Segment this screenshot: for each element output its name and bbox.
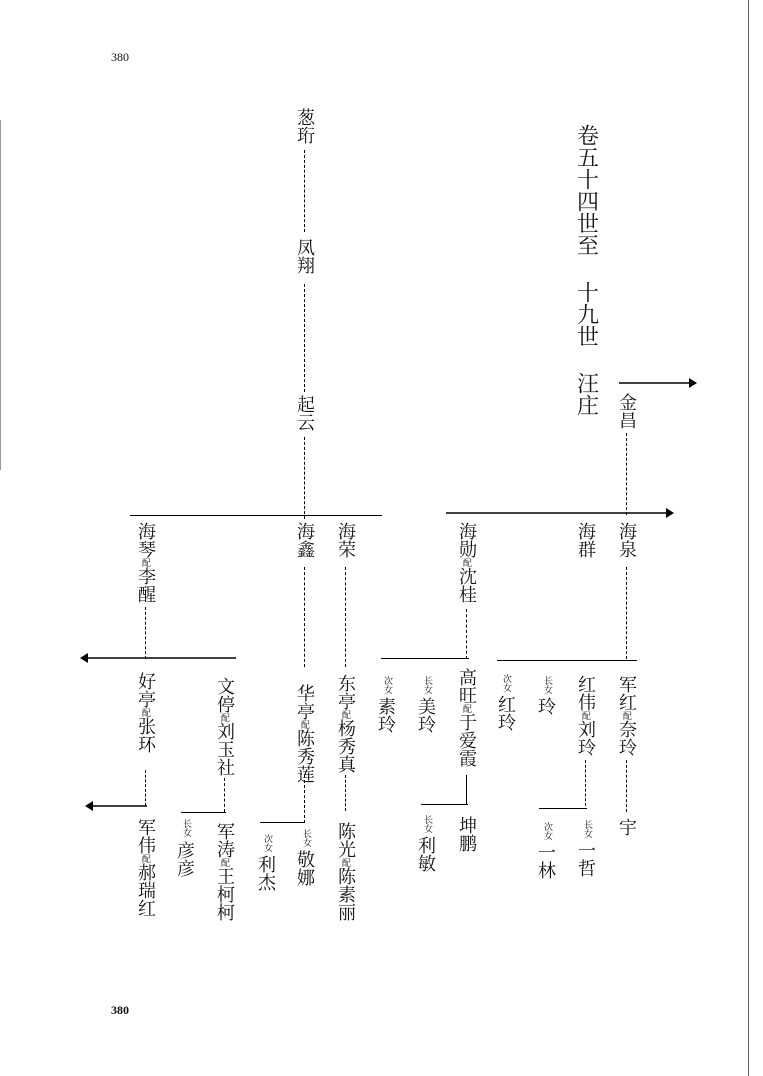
person-qi-yun: 起云 <box>294 395 315 431</box>
person-hai-quan: 海泉 <box>616 522 637 558</box>
person-feng-xiang: 凤翔 <box>294 238 315 274</box>
section-title: 卷五十四世至 十九世 汪庄 <box>573 124 599 416</box>
person-kun-peng: 坤鹏 <box>456 816 477 852</box>
person-yan-yan: 彦彦 <box>174 841 195 877</box>
person-hai-rong: 海荣 <box>335 522 356 558</box>
page-edge-left <box>0 120 1 470</box>
page-number-top: 380 <box>111 50 129 64</box>
arrow-right-jinchang <box>619 377 699 389</box>
person-su-ling: 素玲 <box>375 697 396 733</box>
label-zhang-nv-li-min: 长女 <box>422 815 432 833</box>
line-fengxiang-qiyun <box>304 284 305 392</box>
person-li-min: 利敏 <box>415 836 436 872</box>
person-yi-zhe: 一哲 <box>575 841 596 877</box>
hline-juntao-gen <box>181 812 226 813</box>
person-hao-ting: 好亭配张环 <box>135 672 156 753</box>
line-dongting-down <box>345 775 346 811</box>
hline-jingna-gen <box>260 822 305 823</box>
line-haiquan-down <box>626 567 627 659</box>
person-hai-qun: 海群 <box>575 522 596 558</box>
person-jun-hong: 军红配奈玲 <box>616 675 637 756</box>
person-jing-na: 敬娜 <box>294 850 315 886</box>
person-jin-chang: 金昌 <box>616 393 637 429</box>
person-hai-xin: 海鑫 <box>294 522 315 558</box>
hline-kunpeng-gen <box>421 804 468 805</box>
label-ci-nv-su-ling: 次女 <box>382 676 392 694</box>
person-jun-tao: 军涛配王柯柯 <box>214 822 235 921</box>
person-hai-xun: 海勋配沈桂 <box>456 522 477 603</box>
page-edge-right <box>748 0 749 1076</box>
line-hairong-down <box>345 567 346 667</box>
person-yi-lin: 一林 <box>535 843 556 879</box>
label-zhang-nv-yan-yan: 长女 <box>181 819 191 837</box>
label-zhang-nv-jing-na: 长女 <box>301 829 311 847</box>
person-li-jie: 利杰 <box>255 855 276 891</box>
line-haixun-down <box>466 609 467 659</box>
person-dong-ting: 东亭配杨秀真 <box>335 674 356 773</box>
hline-haiqin-gen <box>130 515 382 516</box>
hline-junhong-gen <box>497 660 637 661</box>
arrow-right-haiquan-gen <box>446 507 676 519</box>
person-cong-heng: 葱珩 <box>294 108 315 144</box>
line-jinchang-gen <box>626 433 627 515</box>
person-hai-qin: 海琴配李醒 <box>135 522 156 603</box>
arrow-left-junwei <box>85 800 149 812</box>
person-chen-guang: 陈光配陈素丽 <box>335 822 356 921</box>
person-gao-wang: 高旺配于爱霞 <box>456 668 477 767</box>
line-qiyun-gen <box>304 437 305 519</box>
arrow-left-haoting <box>80 652 240 664</box>
label-zhang-nv-mei-ling: 长女 <box>422 676 432 694</box>
person-yu: 宇 <box>616 818 637 836</box>
line-gaowang-down <box>466 775 467 805</box>
label-ci-nv-li-jie: 次女 <box>262 834 272 852</box>
person-ling: 玲 <box>535 697 556 715</box>
hline-gaowang-gen <box>381 658 469 659</box>
person-hong-ling: 红玲 <box>495 695 516 731</box>
line-hongwei-down <box>585 760 586 806</box>
line-wenting-down <box>224 778 225 812</box>
page-number-bottom: 380 <box>111 1003 129 1017</box>
label-ci-nv-yi-lin: 次女 <box>542 822 552 840</box>
label-ci-nv-hong-ling: 次女 <box>501 674 511 692</box>
person-mei-ling: 美玲 <box>415 697 436 733</box>
person-hong-wei: 红伟配刘玲 <box>575 675 596 756</box>
line-conghen-fengxiang <box>304 150 305 232</box>
person-hua-ting: 华亭配陈秀莲 <box>294 684 315 783</box>
person-jun-wei: 军伟配郝瑞红 <box>135 818 156 917</box>
hline-yizhe-gen <box>539 808 587 809</box>
label-zhang-nv-yi-zhe: 长女 <box>582 820 592 838</box>
person-wen-ting: 文停配刘玉社 <box>214 677 235 776</box>
line-haixin-down <box>304 567 305 667</box>
label-zhang-nv-ling: 长女 <box>542 676 552 694</box>
line-junhong-down <box>626 760 627 812</box>
